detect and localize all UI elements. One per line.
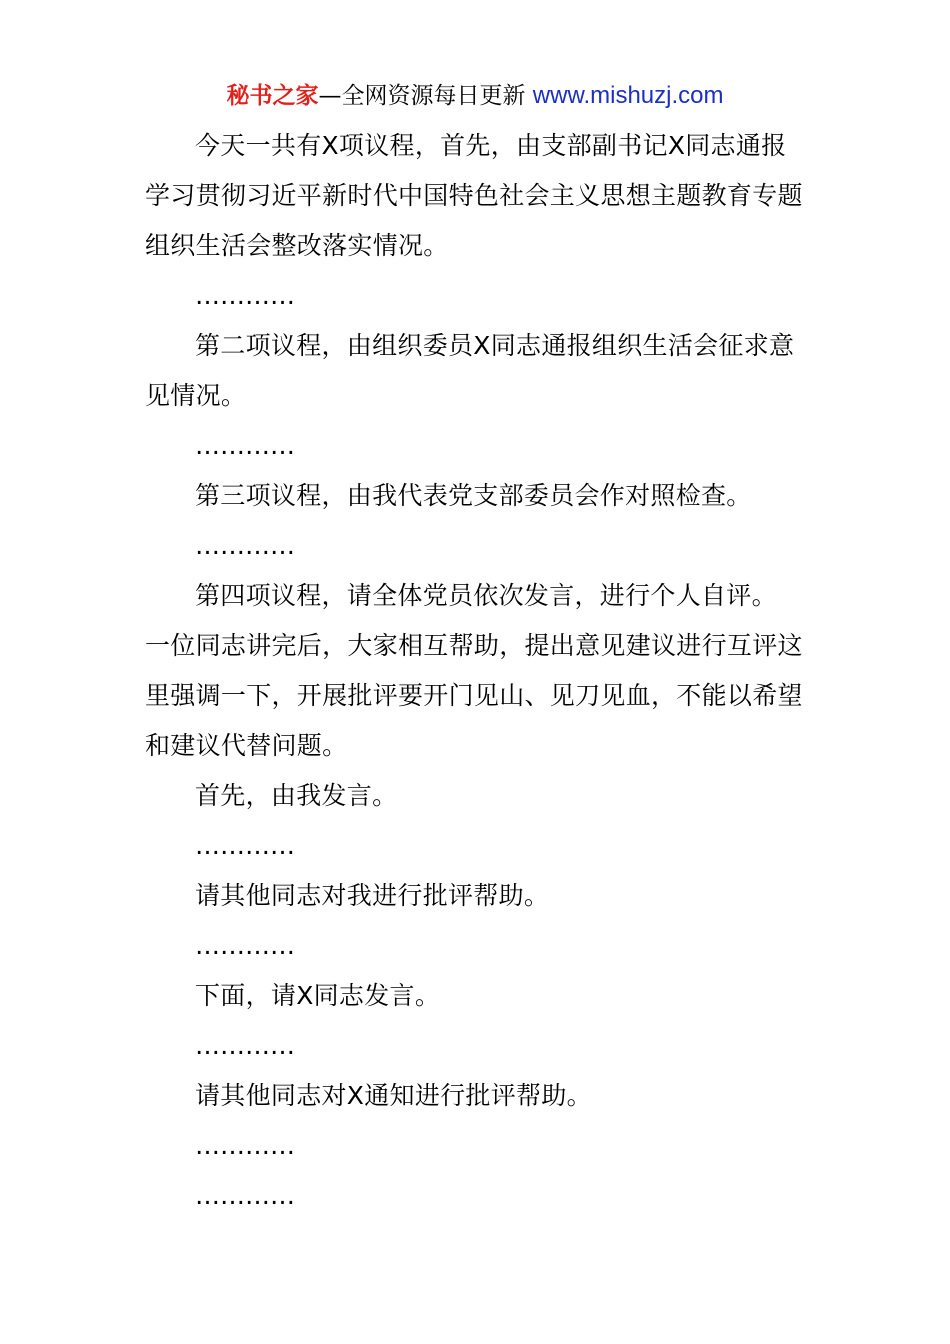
brand-name: 秘书之家 — [226, 83, 319, 109]
paragraph-agenda-three: 第三项议程，由我代表党支部委员会作对照检查。 — [195, 481, 752, 510]
ellipsis-line: ………… — [195, 531, 295, 560]
site-url-link[interactable]: www.mishuzj.com — [532, 82, 724, 109]
header-tagline: —全网资源每日更新 — [318, 83, 526, 109]
document-body — [145, 121, 809, 1221]
site-header — [0, 80, 950, 112]
ellipsis-line: ………… — [195, 281, 295, 310]
ellipsis-line: ………… — [195, 431, 295, 460]
paragraph-agenda-two: 第二项议程，由组织委员X同志通报组织生活会征求意见情况。 — [145, 331, 795, 410]
paragraph-request-criticism-x: 请其他同志对X通知进行批评帮助。 — [195, 1081, 592, 1110]
ellipsis-line: ………… — [195, 931, 295, 960]
paragraph-first-speaker: 首先，由我发言。 — [195, 781, 398, 810]
ellipsis-line: ………… — [195, 1131, 295, 1160]
paragraph-agenda-intro: 今天一共有X项议程，首先，由支部副书记X同志通报学习贯彻习近平新时代中国特色社会主义思想主题教育专题组织生活会整改落实情况。 — [145, 131, 803, 260]
ellipsis-line: ………… — [195, 1181, 295, 1210]
paragraph-next-speaker: 下面，请X同志发言。 — [195, 981, 441, 1010]
ellipsis-line: ………… — [195, 1031, 295, 1060]
ellipsis-line: ………… — [195, 831, 295, 860]
paragraph-agenda-four: 第四项议程，请全体党员依次发言，进行个人自评。 — [195, 581, 777, 610]
paragraph-agenda-four-continued: 一位同志讲完后，大家相互帮助，提出意见建议进行互评这里强调一下，开展批评要开门见山、见刀见血，不能以希望和建议代替问题。 — [145, 631, 803, 760]
paragraph-request-criticism: 请其他同志对我进行批评帮助。 — [195, 881, 550, 910]
